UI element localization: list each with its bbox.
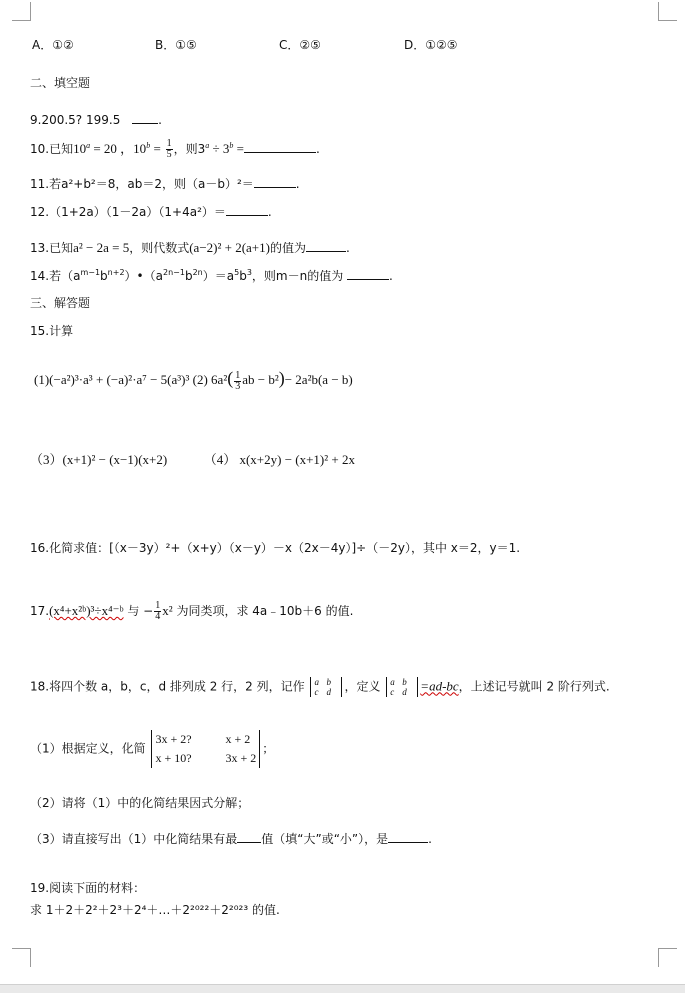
frac-denominator: 4 bbox=[155, 611, 161, 622]
q10-eq3: = bbox=[233, 141, 244, 156]
question-17 bbox=[30, 601, 353, 622]
q14-tail: ，则m－n的值为 bbox=[251, 269, 344, 283]
q15-part4: （4） x(x+2y) − (x+1)² + 2x bbox=[203, 452, 355, 467]
det-c: c bbox=[314, 687, 319, 697]
q14-exp: n+2 bbox=[107, 268, 125, 277]
crop-mark-bottom-left bbox=[12, 948, 31, 967]
question-15-parts-1-2 bbox=[34, 370, 353, 392]
det-a: a bbox=[390, 677, 395, 687]
q13-mid: ，则代数式 bbox=[129, 241, 190, 255]
q13-end: . bbox=[345, 241, 350, 255]
q13-given: a² − 2a = 5 bbox=[73, 240, 130, 255]
q10-exp: b bbox=[146, 141, 151, 150]
frac-numerator: 1 bbox=[235, 369, 241, 381]
question-18-part1 bbox=[30, 730, 274, 768]
det-cell: x + 10? bbox=[155, 751, 192, 765]
choice-b: B．①⑤ bbox=[155, 38, 197, 52]
question-16: 16.化简求值：[（x－3y）²+（x+y）（x－y）－x（2x－4y）]÷（－2y），其中 x＝2，y＝1. bbox=[30, 541, 521, 555]
answer-blank bbox=[226, 203, 268, 216]
determinant-notation bbox=[310, 677, 342, 697]
q11-label: 11.若 bbox=[30, 177, 62, 191]
crop-mark-top-left bbox=[12, 2, 31, 21]
answer-blank bbox=[306, 239, 346, 252]
answer-blank bbox=[244, 140, 316, 153]
page-bottom-bar bbox=[0, 984, 685, 993]
det-b: b bbox=[326, 677, 331, 687]
choice-a: A．①② bbox=[32, 38, 74, 52]
q18-definition-formula: =ad-bc bbox=[420, 678, 459, 694]
q15-part2-coef: (2) 6a² bbox=[192, 372, 228, 387]
q15-part1: (1)(−a²)³·a³ + (−a)²·a⁷ − 5(a³)³ bbox=[34, 372, 190, 387]
question-9 bbox=[30, 111, 162, 128]
answer-blank bbox=[254, 175, 296, 188]
det-a: a bbox=[314, 677, 319, 687]
q18-intro-text: 18.将四个数 a，b，c，d 排列成 2 行，2 列，记作 bbox=[30, 679, 305, 694]
q18-part1-end: ； bbox=[262, 741, 275, 756]
q10-eq1: = 20 ，10 bbox=[90, 141, 147, 156]
q14-part: b bbox=[184, 269, 193, 283]
answer-blank bbox=[237, 830, 261, 843]
q14-exp: m−1 bbox=[80, 268, 101, 277]
choice-d: D．①②⑤ bbox=[404, 38, 458, 52]
question-14 bbox=[30, 267, 393, 284]
q14-exp: 5 bbox=[234, 268, 240, 277]
q10-exp: a bbox=[205, 141, 210, 150]
question-10 bbox=[30, 139, 320, 160]
q18-part3-text2: 值（填“大”或“小”），是 bbox=[261, 832, 389, 846]
q14-part: ）•（a bbox=[124, 269, 163, 283]
det-d: d bbox=[402, 687, 407, 697]
crop-mark-bottom-right bbox=[658, 948, 677, 967]
q14-label: 14.若（a bbox=[30, 269, 81, 283]
section-fill-in-heading: 二、填空题 bbox=[30, 76, 91, 90]
q14-part: ）＝a bbox=[202, 269, 235, 283]
frac-denominator: 5 bbox=[166, 149, 172, 160]
q18-part3-end: . bbox=[428, 832, 432, 846]
answer-blank bbox=[132, 111, 158, 124]
q12-expr: 12.（1+2a）（1－2a）（1+4a²）＝ bbox=[30, 205, 226, 219]
q17-mid: 与 − bbox=[127, 604, 154, 618]
q15-part2-inner: ab − b² bbox=[242, 372, 279, 387]
q15-fraction bbox=[234, 371, 241, 392]
q10-eq2: = bbox=[150, 141, 161, 156]
q14-part: b bbox=[100, 269, 108, 283]
q17-term: x² bbox=[162, 603, 173, 618]
q15-part2-tail: − 2a²b(a − b) bbox=[284, 372, 353, 387]
q14-exp: 2n−1 bbox=[162, 268, 185, 277]
q17-expression: (x⁴+x²ᵇ)³÷x⁴⁻ᵇ bbox=[49, 603, 124, 618]
q18-part3-text: （3）请直接写出（1）中化简结果有最 bbox=[30, 832, 238, 846]
answer-blank bbox=[347, 267, 389, 280]
q15-part3: （3）(x+1)² − (x−1)(x+2) bbox=[30, 452, 168, 467]
q17-tail: 为同类项，求 4a﹣10b＋6 的值. bbox=[176, 604, 354, 618]
frac-numerator: 1 bbox=[166, 138, 172, 149]
q14-end: . bbox=[389, 269, 393, 283]
question-12 bbox=[30, 203, 272, 220]
crop-mark-top-right bbox=[658, 2, 677, 21]
q10-exp: b bbox=[229, 141, 234, 150]
q13-expression: (a−2)² + 2(a+1) bbox=[189, 240, 270, 255]
q14-exp: 3 bbox=[246, 268, 252, 277]
choice-c: C．②⑤ bbox=[279, 38, 321, 52]
frac-denominator: 3 bbox=[235, 380, 241, 392]
q18-determinant bbox=[151, 730, 260, 768]
q18-intro-end: ，上述记号就叫 2 阶行列式. bbox=[458, 679, 610, 694]
answer-blank bbox=[388, 830, 428, 843]
q10-base: 10 bbox=[73, 141, 87, 156]
det-d: d bbox=[326, 687, 331, 697]
q12-end: . bbox=[267, 205, 272, 219]
det-b: b bbox=[402, 677, 407, 687]
q11-expr: a²+b²＝8，ab＝2，则（a－b）²＝ bbox=[61, 177, 254, 191]
det-cell: 3x + 2 bbox=[225, 751, 257, 765]
determinant-definition bbox=[386, 677, 418, 697]
question-18-intro bbox=[30, 677, 610, 697]
q13-tail: 的值为 bbox=[269, 241, 306, 255]
question-11 bbox=[30, 175, 300, 192]
q9-end: . bbox=[158, 113, 162, 127]
question-19-label: 19.阅读下面的材料： bbox=[30, 881, 146, 895]
q10-label: 10.已知 bbox=[30, 142, 74, 156]
question-18-part3 bbox=[30, 830, 432, 847]
question-18-part2: （2）请将（1）中的化简结果因式分解； bbox=[30, 796, 250, 810]
question-15-label: 15.计算 bbox=[30, 324, 74, 338]
q18-part1-text: （1）根据定义，化简 bbox=[30, 741, 146, 756]
question-15-parts-3-4 bbox=[30, 452, 355, 468]
question-19-body: 求 1＋2＋2²＋2³＋2⁴＋…＋2²⁰²²＋2²⁰²³ 的值. bbox=[30, 903, 280, 917]
paren-open: ( bbox=[227, 368, 234, 388]
det-cell: 3x + 2? bbox=[155, 732, 192, 746]
q10-div: ÷ 3 bbox=[209, 141, 230, 156]
det-c: c bbox=[390, 687, 395, 697]
q11-end: . bbox=[295, 177, 300, 191]
q10-exp: a bbox=[86, 141, 91, 150]
q10-end: . bbox=[315, 142, 320, 156]
det-cell: x + 2 bbox=[225, 732, 251, 746]
question-13 bbox=[30, 239, 350, 256]
q10-mid: ，则3 bbox=[173, 142, 206, 156]
q9-text: 9.200.5? 199.5 bbox=[30, 113, 121, 127]
q14-part: b bbox=[239, 269, 247, 283]
section-answer-heading: 三、解答题 bbox=[30, 296, 91, 310]
q17-fraction bbox=[154, 601, 161, 622]
paren-close: ) bbox=[278, 368, 285, 388]
q18-define: ，定义 bbox=[344, 679, 381, 694]
frac-numerator: 1 bbox=[155, 600, 161, 611]
q14-exp: 2n bbox=[192, 268, 203, 277]
q17-label: 17. bbox=[30, 604, 50, 618]
q13-label: 13.已知 bbox=[30, 241, 74, 255]
q10-fraction bbox=[166, 139, 173, 160]
